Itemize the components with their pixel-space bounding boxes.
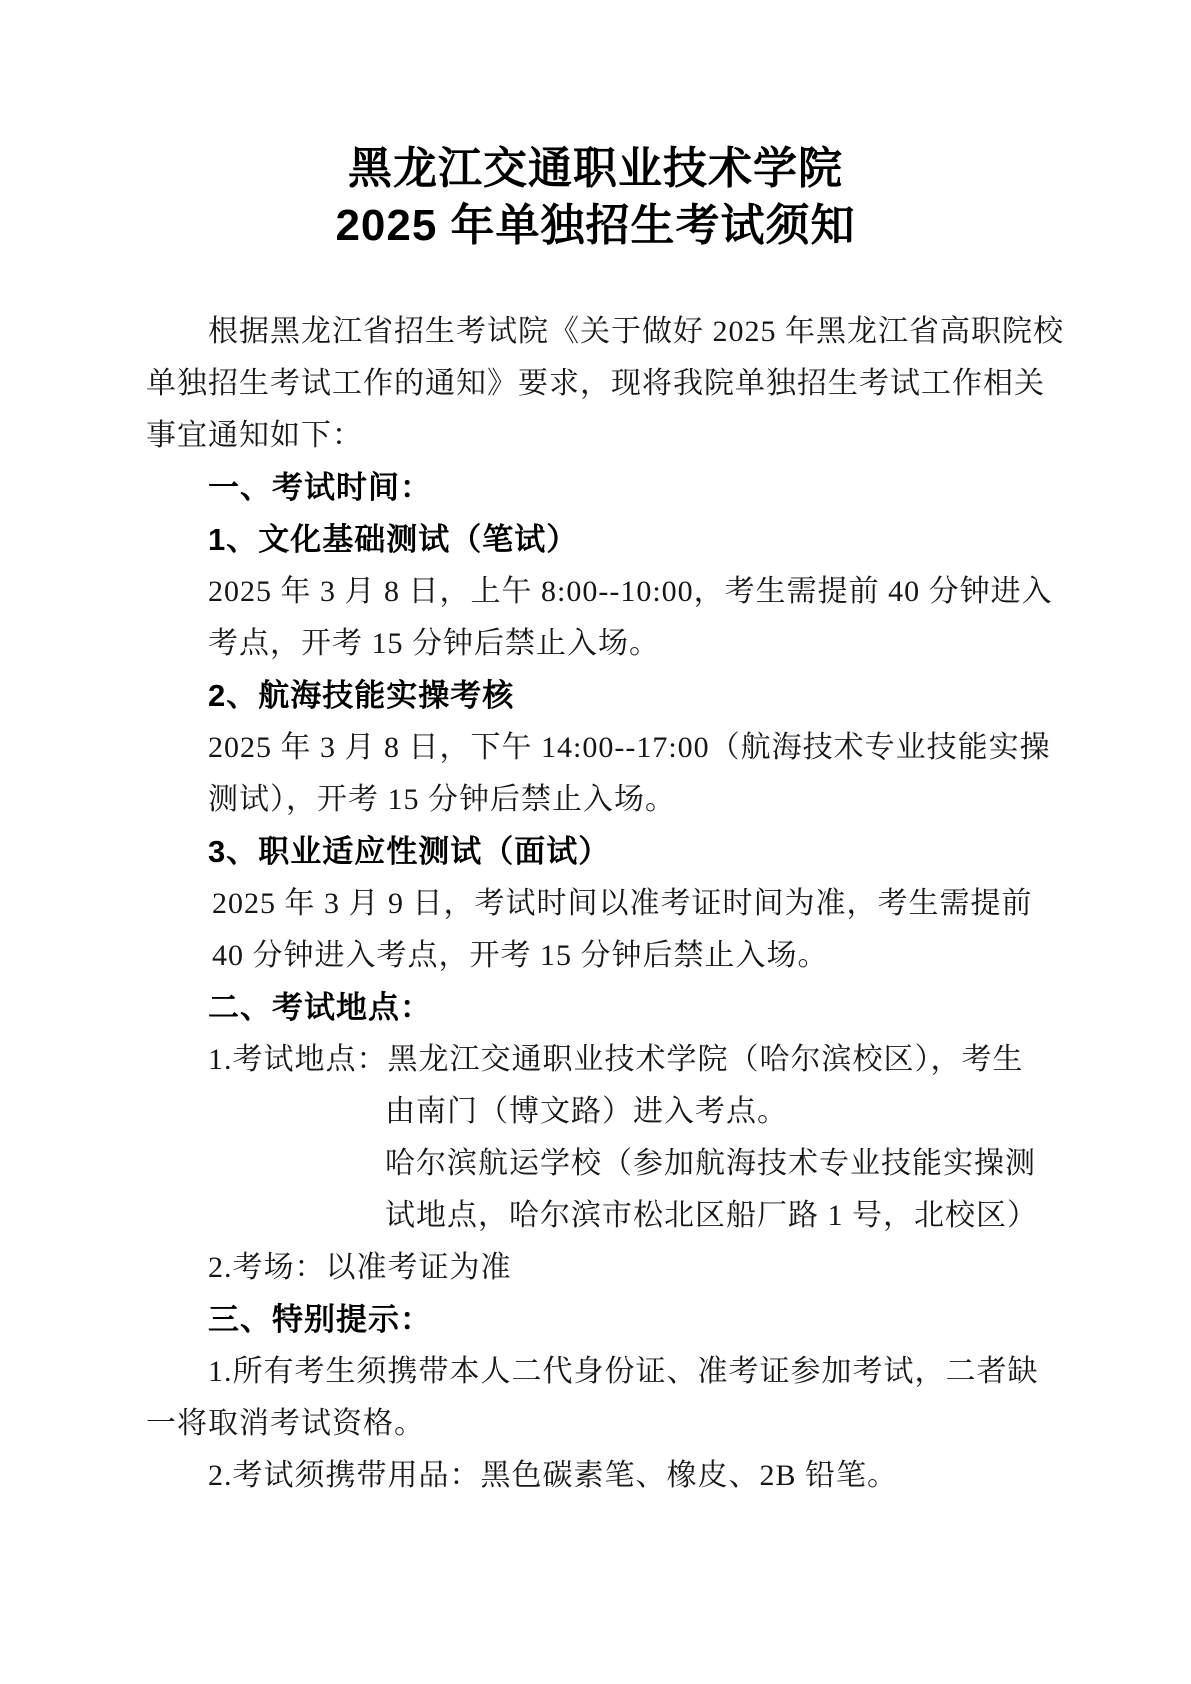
nautical-skill-line-2: 测试），开考 15 分钟后禁止入场。: [208, 783, 676, 816]
nautical-skill-line-1: 2025 年 3 月 8 日，下午 14:00--17:00（航海技术专业技能实操: [208, 731, 1051, 764]
subheading-written-test: 1、文化基础测试（笔试）: [208, 522, 579, 557]
written-test-line-2: 考点，开考 15 分钟后禁止入场。: [208, 627, 660, 660]
document-body: [146, 306, 1064, 1502]
exam-place-line-1: 1.考试地点：黑龙江交通职业技术学院（哈尔滨校区），考生: [208, 1043, 1024, 1076]
document-title-line-2: 2025 年单独招生考试须知: [335, 201, 856, 250]
exam-place-line-3: 哈尔滨航运学校（参加航海技术专业技能实操测: [385, 1147, 1036, 1180]
section-heading-special-note: 三、特别提示：: [208, 1302, 432, 1337]
section-heading-exam-place: 二、考试地点：: [208, 990, 432, 1025]
exam-place-line-2: 由南门（博文路）进入考点。: [385, 1095, 788, 1128]
special-note-line-3: 2.考试须携带用品：黑色碳素笔、橡皮、2B 铅笔。: [208, 1459, 899, 1492]
exam-place-line-4: 试地点，哈尔滨市松北区船厂路 1 号，北校区）: [385, 1199, 1038, 1232]
document-title-line-1: 黑龙江交通职业技术学院: [348, 144, 843, 193]
paragraph-intro-line-3: 事宜通知如下：: [146, 419, 363, 452]
written-test-line-1: 2025 年 3 月 8 日，上午 8:00--10:00，考生需提前 40 分钟进入: [208, 575, 1053, 608]
subheading-nautical-skill: 2、航海技能实操考核: [208, 678, 515, 713]
subheading-aptitude-interview: 3、职业适应性测试（面试）: [208, 834, 611, 869]
exam-room-line: 2.考场：以准考证为准: [208, 1251, 512, 1284]
special-note-line-1: 1.所有考生须携带本人二代身份证、准考证参加考试，二者缺: [208, 1355, 1039, 1388]
aptitude-interview-line-1: 2025 年 3 月 9 日，考试时间以准考证时间为准，考生需提前: [212, 887, 1033, 920]
paragraph-intro-line-1: 根据黑龙江省招生考试院《关于做好 2025 年黑龙江省高职院校: [208, 315, 1064, 348]
section-heading-exam-time: 一、考试时间：: [208, 470, 432, 505]
aptitude-interview-line-2: 40 分钟进入考点，开考 15 分钟后禁止入场。: [212, 939, 829, 972]
special-note-line-2: 一将取消考试资格。: [146, 1407, 425, 1440]
document-title: [0, 140, 1191, 254]
paragraph-intro-line-2: 单独招生考试工作的通知》要求，现将我院单独招生考试工作相关: [146, 367, 1045, 400]
